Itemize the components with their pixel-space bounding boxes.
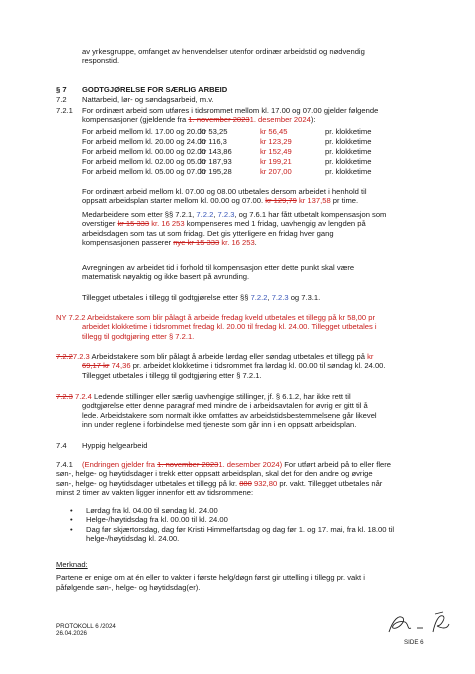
paragraph-7-4-1-first-line [82,460,437,469]
deleted-amount: kr [101,361,110,371]
time-period-list [70,506,440,543]
list-item-continuation: helge-/høytidsdag kl. 24.00. [86,533,180,543]
text-span: . [254,237,257,247]
paragraph-early-morning [82,187,437,206]
text-line: minst 2 timer av vakten ligger innenfor ett av tidsrommene: [56,487,254,497]
text-span: For utført arbeid på to eller flere [282,460,391,469]
new-amount: kr [367,352,374,361]
deleted-amount: kr 15 333 [117,219,150,229]
new-amount: kr 137,58 [299,196,331,206]
deleted-amount: nye kr 15 333 [173,237,220,247]
paragraph-7-2-1 [82,106,437,125]
rate-period: For arbeid mellom kl. 05.00 og 07.00 [82,167,206,176]
new-amount: 74,36 [109,361,131,371]
text-span: og 7.3.1. [288,293,321,302]
rate-unit: pr. klokketime [325,147,372,156]
text-span: pr. arbeidet klokketime i tidsrommet fra lørdag kl. 00.00 til søndag kl. 24.00. [130,361,386,371]
text-line: tillegg til godtgjøring etter § 7.2.1. [82,331,195,341]
note-heading: Merknad: [56,560,88,569]
text-span: overstiger [82,219,118,229]
paragraph-7-2-2-new [56,313,441,341]
rate-new: kr 56,45 [260,127,288,136]
new-date: 1. desember 2024 [249,115,311,125]
subsection-number: 7.2 [56,95,67,104]
rate-period: For arbeid mellom kl. 02.00 og 05.00 [82,157,206,166]
text-line [82,293,437,302]
subsection-number: 7.4.1 [56,460,73,469]
new-amount: kr. 16 253 [149,219,185,229]
text-span: ): [310,115,316,125]
new-number: 7.2.3 [72,352,90,361]
deleted-amount: kr 129,79 [265,196,297,206]
section-number: § 7 [56,85,67,94]
rate-period: For arbeid mellom kl. 00.00 og 02.00 [82,147,206,156]
rate-row [82,127,432,136]
footer-left [56,623,116,638]
text-span: pr. vakt. Tillegget utbetales når [277,478,383,488]
deleted-date: 1. november 2023 [188,115,250,125]
ref-7-2-2: 7.2.2 [250,293,268,302]
text-line: Partene er enige om at én eller to vakter i første helg/døgn først gir uttelling i tillegg pr. vakt i [56,573,365,583]
text-line [56,479,441,488]
text-span: , [213,210,218,219]
text-line: For ordinært arbeid mellom kl. 07.00 og 08.00 utbetales dersom arbeidet i henhold til [82,187,367,196]
text-span: Tillegget utbetales i tillegg til godtgjørelse etter §§ [82,293,251,302]
page-number: SIDE 6 [404,639,424,646]
deleted-date: 1. november 2023 [157,460,219,469]
text-line [82,210,437,219]
note-block [56,560,441,592]
deleted-number: 7.2.2 [56,352,73,361]
text-span: søn-, helge- og høytidsdager utbetales et tillegg på kr. [56,478,240,488]
rate-old: kr 195,28 [200,167,232,176]
paragraph-7-4-1 [56,469,441,497]
rate-old: kr 116,3 [200,137,227,146]
text-span: Arbeidstakere som blir pålagt å arbeide lørdag eller søndag utbetales et tillegg på [89,352,368,361]
paragraph-supplement [82,293,437,302]
paragraph-7-2-3 [56,352,441,380]
text-line [82,460,437,469]
text-line: Tillegget utbetales i tillegg til godtgjøring etter § 7.2.1. [82,370,262,380]
handwritten-signature [383,608,453,638]
new-number: 7.2.4 [72,392,92,401]
subsection-title: Nattarbeid, lør- og søndagsarbeid, m.v. [82,95,214,104]
text-line: arbeidet klokketime i tidsrommet fredag kl. 20.00 til fredag kl. 24.00. Tillegget utbetales i [82,322,377,332]
new-amount: 932,80 [251,478,278,488]
list-item: • Lørdag fra kl. 04.00 til søndag kl. 24.00 [70,506,440,515]
intro-paragraph [82,47,437,66]
rate-unit: pr. klokketime [325,127,372,136]
rate-new: kr 199,21 [260,157,292,166]
text-line: lede. Arbeidstakere som normalt ikke omfattes av arbeidstidsbestemmelsene går likevel [82,410,377,420]
section-title: GODTGJØRELSE FOR SÆRLIG ARBEID [82,85,228,94]
rate-row [82,157,432,166]
rate-unit: pr. klokketime [325,137,372,146]
text-span: , og 7.6.1 har fått utbetalt kompensasjon som [234,210,387,219]
text-span: Ledende stillinger eller særlig uavhengige stillinger, jf. § 6.1.2, har ikke rett til [91,392,351,401]
footer-date: 26.04.2026 [56,630,87,638]
paragraph-7-2-4 [56,392,441,429]
rate-row [82,147,432,156]
text-line [56,361,441,370]
intro-line: av yrkesgruppe, omfanget av henvendelser utenfor ordinær arbeidstid og nødvendig [82,47,365,56]
rate-new: kr 152,49 [260,147,292,156]
ref-7-2-3: 7.2.3 [217,210,235,219]
change-note: (Endringen gjelder fra [82,460,158,469]
text-span: kompensasjoner (gjeldende fra [82,115,189,125]
rate-row [82,167,432,176]
rate-row [82,137,432,146]
rate-old: kr 143,86 [200,147,232,156]
text-line: godtgjørelse etter denne paragraf med mindre de i arbeidsavtalen for øvrig er gitt til å [82,401,368,411]
rate-old: kr 187,93 [200,157,232,166]
text-span: kompensasjonen passerer [82,237,174,247]
subsection-title: Hyppig helgearbeid [82,441,148,450]
rate-unit: pr. klokketime [325,167,372,176]
rate-new: kr 207,00 [260,167,292,176]
text-line: For ordinært arbeid som utføres i tidsrommet mellom kl. 17.00 og 07.00 gjelder følgende [82,106,379,115]
text-line [56,352,441,361]
deleted-amount: 69,17 [82,361,102,371]
text-line: NY 7.2.2 Arbeidstakere som blir pålagt å arbeide fredag kveld utbetales et tillegg på kr 58,00 pr [56,313,375,322]
protocol-label: PROTOKOLL 6 /2024 [56,623,116,630]
ref-7-2-3: 7.2.3 [271,293,289,302]
new-date: 1. desember 2024) [218,460,283,469]
text-line: påfølgende søn-, helge- og høytidsdag(er). [56,582,201,592]
text-line [82,238,437,247]
deleted-number: 7.2.3 [56,392,73,401]
rate-period: For arbeid mellom kl. 17.00 og 20.00 [82,127,206,136]
rate-period: For arbeid mellom kl. 20.00 og 24.00 [82,137,206,146]
new-amount: kr. 16 253 [219,237,255,247]
text-line [82,219,437,228]
intro-line: responstid. [82,56,120,66]
subsection-number: 7.4 [56,441,67,450]
text-span: Medarbeidere som etter §§ 7.2.1, [82,210,197,219]
deleted-amount: 880 [239,478,252,488]
list-item: • Dag før skjærtorsdag, dag før Kristi Himmelfartsdag og dag før 1. og 17. mai, fra kl. 18.00 til [70,525,440,534]
rate-old: kr 53,25 [200,127,228,136]
text-line: inn under reglene i forbindelse med tjeneste som går inn i en oppsatt arbeidsplan. [82,419,357,429]
text-line [82,196,437,205]
text-line: søn-, helge- og høytidsdager i trekk etter oppsatt arbeidsplan, skal det for den andre og øvrige [56,469,373,479]
list-item: • Helge-/høytidsdag fra kl. 00.00 til kl. 24.00 [70,515,440,524]
paragraph-rounding [82,263,437,282]
text-span: pr time. [330,196,359,206]
text-span: , [267,293,272,302]
ref-7-2-2: 7.2.2 [196,210,214,219]
subsection-number: 7.2.1 [56,106,73,115]
paragraph-compensation-days [82,210,437,247]
text-line [82,115,437,124]
text-line [56,392,441,401]
text-line: arbeidsdagen som tas ut som fridag. Det gis ytterligere en fridag hver gang [82,228,334,238]
text-line: matematisk nøyaktig og ikke basert på avrunding. [82,272,250,282]
rate-new: kr 123,29 [260,137,292,146]
text-line: Avregningen av arbeidet tid i forhold til kompensasjon etter dette punkt skal være [82,263,355,272]
text-span: oppsatt arbeidsplan starter mellom kl. 00.00 og 07.00. [82,196,266,206]
text-span: kompenseres med 1 fridag, uavhengig av lengden på [184,219,366,229]
rate-unit: pr. klokketime [325,157,372,166]
